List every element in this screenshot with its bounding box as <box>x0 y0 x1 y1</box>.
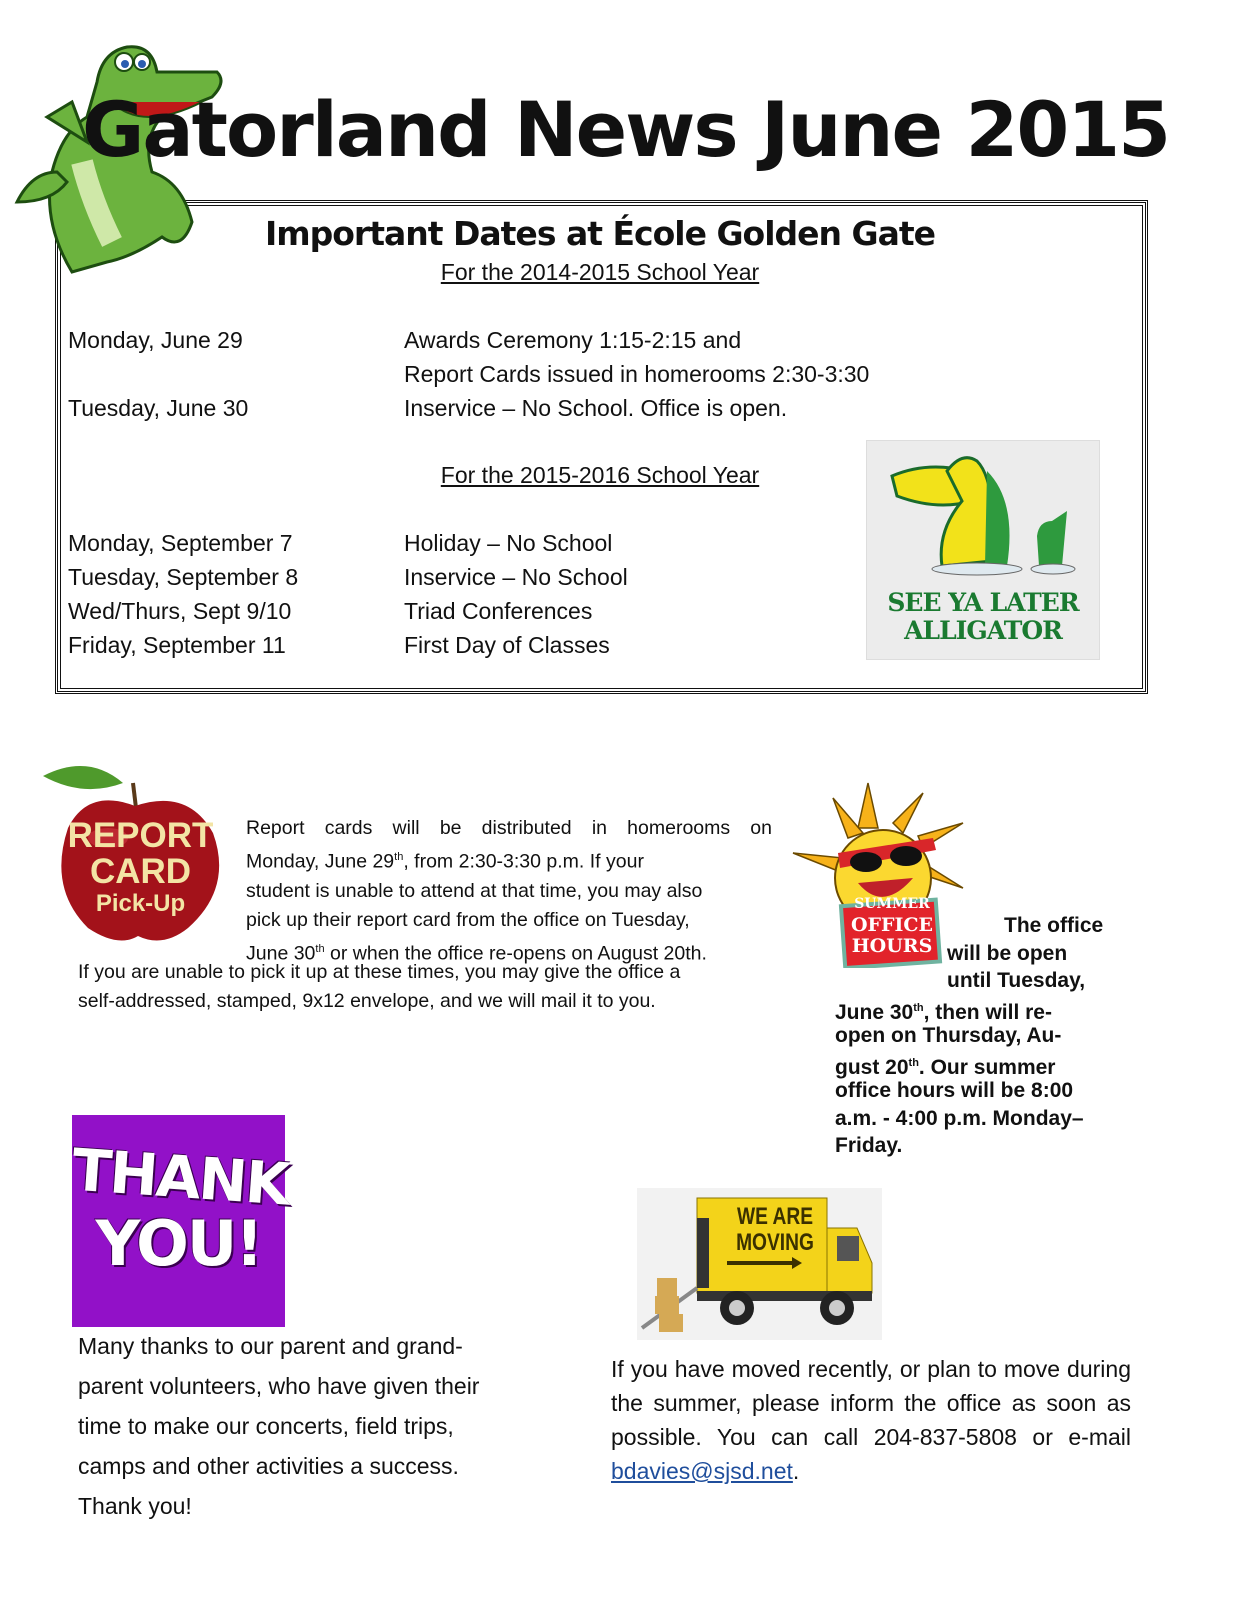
moving-paragraph: If you have moved recently, or plan to move during the summer, please inform the office as soon as possible. You can call 204-837-5808 or e-mail bdavies@sjsd.net. <box>611 1356 1131 1484</box>
section-heading-2014-2015: For the 2014-2015 School Year <box>440 259 760 285</box>
truck-line-we-are: WE ARE <box>736 1203 814 1230</box>
office-text-line: Friday. <box>835 1134 903 1157</box>
see-ya-later-alligator-image <box>866 440 1100 660</box>
event-cell: Triad Conferences <box>404 598 593 624</box>
event-cell: Inservice – No School <box>404 564 628 590</box>
newsletter-title: Gatorland News June 2015 <box>82 85 1170 174</box>
office-text-line: The office <box>1004 914 1104 937</box>
see-ya-caption-line1: SEE YA LATER <box>887 588 1079 617</box>
section-heading-2015-2016: For the 2015-2016 School Year <box>440 462 760 488</box>
date-cell: Monday, June 29 <box>68 327 243 353</box>
important-dates-title: Important Dates at École Golden Gate <box>264 214 936 253</box>
office-text-line: office hours will be 8:00 <box>835 1079 1074 1102</box>
sun-line-summer: SUMMER <box>854 896 930 912</box>
report-card-paragraph: Report cards will be distributed in homerooms on Monday, June 29th, from 2:30-3:30 p.m. If your student is unable to attend at that time, you may also pick up their report card from the office on Tuesday, June 30th or when the office re-opens on August 20th. <box>246 817 772 964</box>
see-ya-caption-line2: ALLIGATOR <box>904 616 1062 645</box>
event-cell: First Day of Classes <box>404 632 610 658</box>
date-cell: Friday, September 11 <box>68 632 286 658</box>
event-cell: Holiday – No School <box>404 530 613 556</box>
date-cell: Wed/Thurs, Sept 9/10 <box>68 598 292 624</box>
report-card-apple-image <box>38 758 233 948</box>
apple-line-pickup: Pick-Up <box>95 890 186 917</box>
you-line: YOU! <box>95 1207 262 1280</box>
event-cell: Inservice – No School. Office is open. <box>404 395 788 421</box>
event-cell: Awards Ceremony 1:15-2:15 and <box>404 327 742 353</box>
thank-you-image <box>69 1115 291 1327</box>
office-text-line: a.m. - 4:00 p.m. Monday– <box>835 1107 1084 1130</box>
thank-you-paragraph: Many thanks to our parent and grand- parent volunteers, who have given their time to make our concerts, field trips, camps and other activities a success. Thank you! <box>78 1333 480 1519</box>
apple-line-card: CARD <box>89 852 192 891</box>
moving-truck-image <box>637 1188 882 1340</box>
office-text-line: until Tuesday, <box>947 969 1086 992</box>
apple-line-report: REPORT <box>67 816 214 855</box>
thank-line: THANK <box>69 1135 291 1219</box>
event-cell: Report Cards issued in homerooms 2:30-3:30 <box>404 361 870 387</box>
sun-line-hours: HOURS <box>851 935 933 957</box>
office-text-line: gust 20th. Our summer <box>835 1056 1056 1079</box>
office-text-line: open on Thursday, Au- <box>835 1024 1062 1047</box>
email-link[interactable]: bdavies@sjsd.net <box>611 1458 793 1484</box>
date-cell: Monday, September 7 <box>68 530 293 556</box>
date-cell: Tuesday, June 30 <box>68 395 249 421</box>
report-card-paragraph-continued: If you are unable to pick it up at these times, you may give the office a self-addressed, stamped, 9x12 envelope, and we will mail it to you. <box>78 961 681 1012</box>
office-text-line: will be open <box>947 942 1068 965</box>
office-text-line: June 30th, then will re- <box>835 1001 1052 1024</box>
truck-line-moving: MOVING <box>736 1229 814 1256</box>
sun-line-office: OFFICE <box>850 914 934 936</box>
date-cell: Tuesday, September 8 <box>68 564 299 590</box>
